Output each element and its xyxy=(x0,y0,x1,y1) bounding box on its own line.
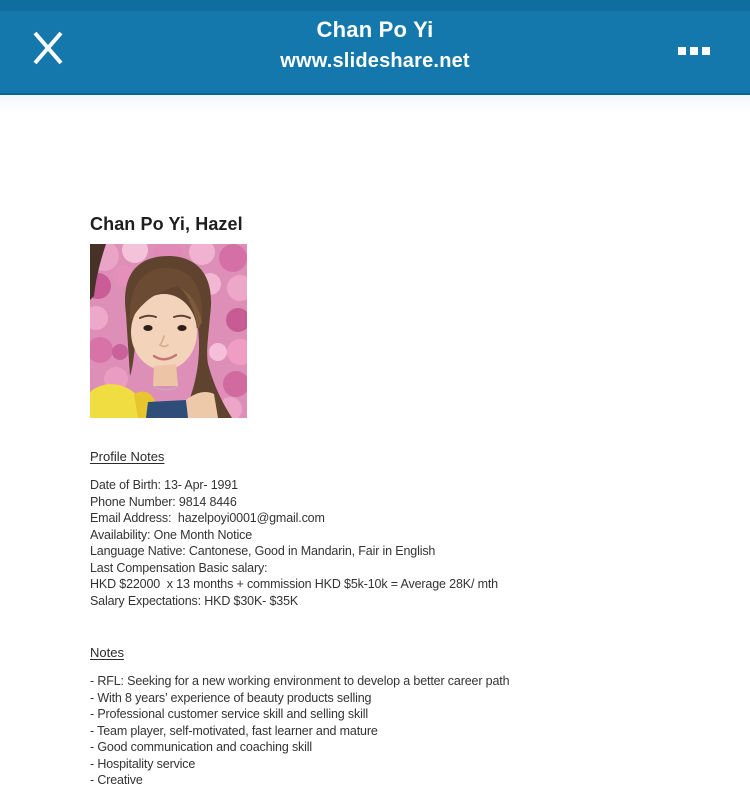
profile-line: Email Address: hazelpoyi0001@gmail.com xyxy=(90,511,325,525)
profile-line: Availability: One Month Notice xyxy=(90,527,253,542)
note-item: - Creative xyxy=(90,773,143,787)
note-item: - Professional customer service skill and selling skill xyxy=(90,707,368,721)
profile-line: Salary Expectations: HKD $30K- $35K xyxy=(90,593,299,608)
close-icon xyxy=(30,57,66,72)
note-item: - RFL: Seeking for a new working environment to develop a better career path xyxy=(90,674,510,688)
profile-notes-block xyxy=(90,477,695,609)
name-heading: Chan Po Yi, Hazel xyxy=(90,214,243,234)
statusbar-strip xyxy=(0,0,750,11)
ellipsis-icon xyxy=(702,47,710,55)
ellipsis-icon xyxy=(678,47,686,55)
profile-line: HKD $22000 x 13 months + commission HKD $5k-10k = Average 28K/ mth xyxy=(90,577,498,591)
profile-line: Phone Number: 9814 8446 xyxy=(90,494,237,509)
notes-heading: Notes xyxy=(90,645,124,660)
note-item: - Team player, self-motivated, fast learner and mature xyxy=(90,723,378,738)
profile-line: Language Native: Cantonese, Good in Mandarin, Fair in English xyxy=(90,544,436,558)
profile-line: Last Compensation Basic salary: xyxy=(90,560,268,575)
overflow-menu-button[interactable] xyxy=(678,43,710,59)
note-item: - Good communication and coaching skill xyxy=(90,740,313,754)
page-url: www.slideshare.net xyxy=(280,50,470,72)
header-titles xyxy=(100,17,650,73)
ellipsis-icon xyxy=(690,47,698,55)
notes-block xyxy=(90,673,695,789)
app-header xyxy=(0,0,750,95)
note-item: - Hospitality service xyxy=(90,756,196,771)
page-title: Chan Po Yi xyxy=(316,17,434,42)
profile-notes-heading: Profile Notes xyxy=(90,449,165,464)
document-page xyxy=(0,95,750,789)
note-item: - With 8 years’ experience of beauty products selling xyxy=(90,690,372,705)
close-button[interactable] xyxy=(28,26,68,72)
profile-line: Date of Birth: 13- Apr- 1991 xyxy=(90,478,238,492)
profile-photo xyxy=(90,244,247,418)
